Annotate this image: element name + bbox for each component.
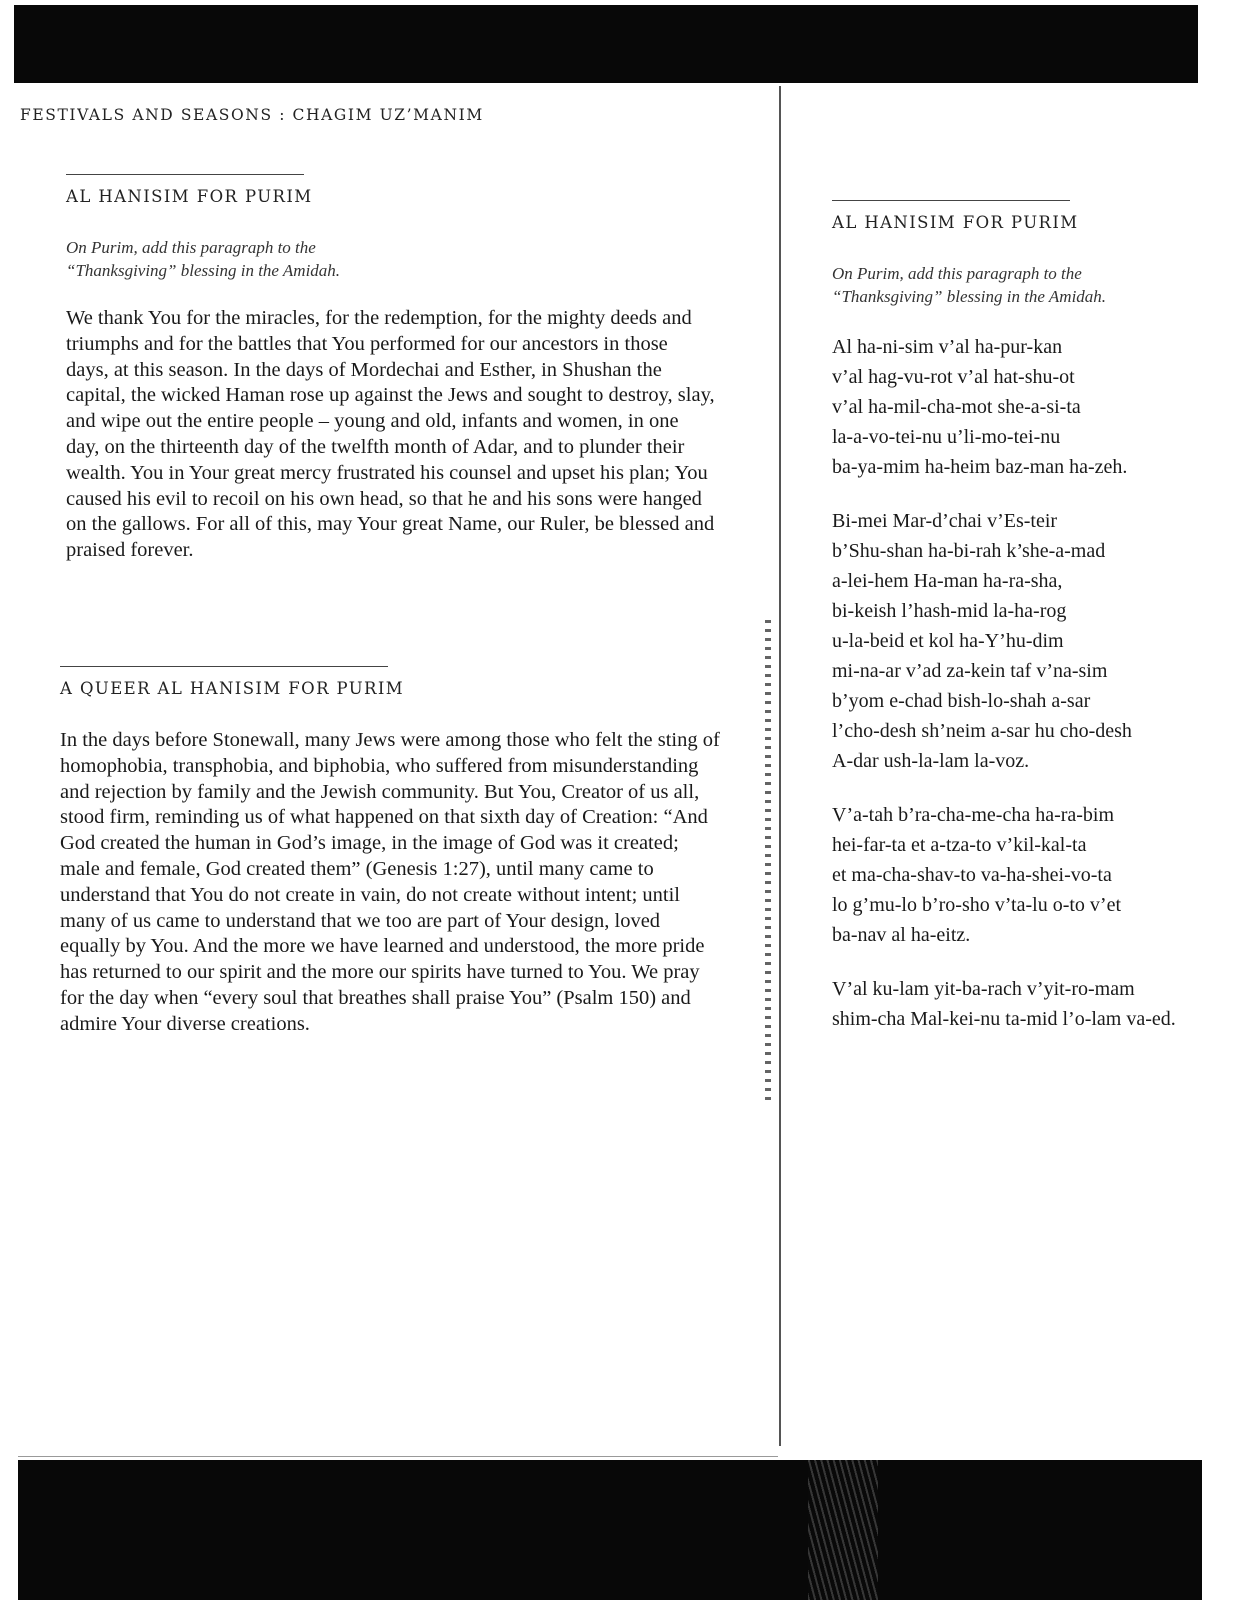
stanza [832, 506, 1176, 776]
verse-line: b’Shu-shan ha-bi-rah k’she-a-mad [832, 540, 1106, 562]
body-line: understand that You do not create in vain, do not create without intent; until [60, 883, 681, 906]
body-line: many of us came to understand that we too are part of Your design, loved [60, 909, 661, 932]
verse-line: hei-far-ta et a-tza-to v’kil-kal-ta [832, 834, 1087, 856]
verse-line: bi-keish l’hash-mid la-ha-rog [832, 600, 1067, 622]
body-paragraph [60, 728, 720, 1038]
body-line: triumphs and for the battles that You performed for our ancestors in those [66, 332, 668, 355]
section-title: AL HANISIM FOR PURIM [832, 213, 1079, 232]
body-line: admire Your diverse creations. [60, 1012, 310, 1035]
body-line: In the days before Stonewall, many Jews were among those who felt the sting of [60, 729, 720, 751]
verse-line: mi-na-ar v’ad za-kein taf v’na-sim [832, 660, 1108, 682]
body-line: capital, the wicked Haman rose up against the Jews and sought to destroy, slay, [66, 384, 715, 407]
instruction-text: On Purim, add this paragraph to the “Thanksgiving” blessing in the Amidah. [66, 238, 341, 280]
body-line: day, on the thirteenth day of the twelfth month of Adar, and to plunder their [66, 435, 685, 458]
stanza [832, 332, 1176, 482]
scan-bottom-band [18, 1460, 1202, 1600]
section-title: AL HANISIM FOR PURIM [66, 187, 313, 206]
section-al-hanisim [66, 174, 716, 564]
verse-line: u-la-beid et kol ha-Y’hu-dim [832, 630, 1064, 652]
body-line: We thank You for the miracles, for the redemption, for the mighty deeds and [66, 307, 692, 329]
section-queer-al-hanisim [60, 666, 720, 1038]
verse-line: a-lei-hem Ha-man ha-ra-sha, [832, 570, 1063, 592]
body-line: God created the human in God’s image, in the image of God was it created; [60, 832, 679, 855]
verse-line: v’al hag-vu-rot v’al hat-shu-ot [832, 366, 1075, 388]
stanza [832, 974, 1176, 1034]
body-paragraph [66, 306, 716, 564]
verse-line: lo g’mu-lo b’ro-sho v’ta-lu o-to v’et [832, 894, 1122, 916]
verse-line: V’al ku-lam yit-ba-rach v’yit-ro-mam [832, 978, 1135, 1000]
section-transliteration [832, 200, 1176, 1034]
verse-line: ba-nav al ha-eitz. [832, 924, 971, 946]
body-line: male and female, God created them” (Genesis 1:27), until many came to [60, 857, 654, 880]
verse-line: Al ha-ni-sim v’al ha-pur-kan [832, 336, 1063, 358]
body-line: for the day when “every soul that breathes shall praise You” (Psalm 150) and [60, 986, 691, 1009]
verse-line: la-a-vo-tei-nu u’li-mo-tei-nu [832, 426, 1061, 448]
verse-line: A-dar ush-la-lam la-voz. [832, 750, 1030, 772]
verse-line: l’cho-desh sh’neim a-sar hu cho-desh [832, 720, 1132, 742]
body-line: and wipe out the entire people – young and old, infants and women, in one [66, 410, 679, 433]
stanza [832, 800, 1176, 950]
body-line: stood firm, reminding us of what happened on that sixth day of Creation: “And [60, 806, 708, 829]
instruction-text: On Purim, add this paragraph to the “Thanksgiving” blessing in the Amidah. [832, 264, 1107, 306]
running-header: FESTIVALS AND SEASONS : CHAGIM UZ’MANIM [20, 106, 484, 124]
body-line: caused his evil to recoil on his own head, so that he and his sons were hanged [66, 487, 702, 510]
body-line: days, at this season. In the days of Mordechai and Esther, in Shushan the [66, 358, 662, 381]
footer-rule [18, 1456, 778, 1457]
verse-line: et ma-cha-shav-to va-ha-shei-vo-ta [832, 864, 1112, 886]
section-rule [66, 174, 304, 175]
body-line: wealth. You in Your great mercy frustrated his counsel and upset his plan; You [66, 461, 708, 484]
verse-line: shim-cha Mal-kei-nu ta-mid l’o-lam va-ed. [832, 1008, 1176, 1030]
spine-texture [808, 1460, 878, 1600]
body-line: and rejection by family and the Jewish community. But You, Creator of us all, [60, 780, 700, 803]
scan-top-band [14, 5, 1198, 83]
verse-line: V’a-tah b’ra-cha-me-cha ha-ra-bim [832, 804, 1115, 826]
body-line: homophobia, transphobia, and biphobia, who suffered from misunderstanding [60, 754, 699, 777]
verse-line: b’yom e-chad bish-lo-shah a-sar [832, 690, 1091, 712]
body-line: has returned to our spirit and the more our spirits have turned to You. We pray [60, 961, 700, 984]
section-rule [832, 200, 1070, 201]
body-line: praised forever. [66, 539, 194, 562]
section-title: A QUEER AL HANISIM FOR PURIM [60, 679, 405, 698]
verse-line: ba-ya-mim ha-heim baz-man ha-zeh. [832, 456, 1128, 478]
gutter-shadow [765, 620, 771, 1100]
section-rule [60, 666, 388, 667]
body-line: equally by You. And the more we have learned and understood, the more pride [60, 935, 705, 958]
verse-line: Bi-mei Mar-d’chai v’Es-teir [832, 510, 1058, 532]
page-gutter [779, 86, 781, 1446]
verse-line: v’al ha-mil-cha-mot she-a-si-ta [832, 396, 1081, 418]
body-line: on the gallows. For all of this, may Your great Name, our Ruler, be blessed and [66, 513, 715, 536]
